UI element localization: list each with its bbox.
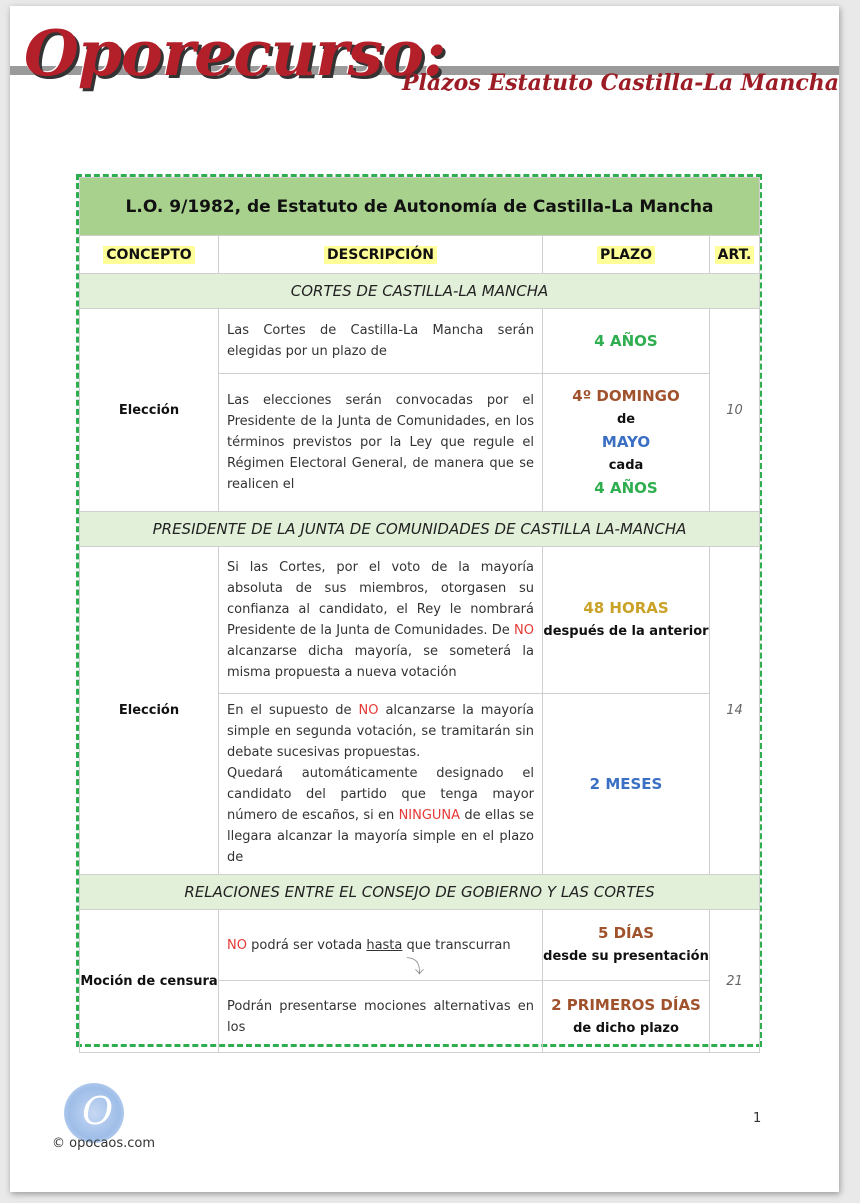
description-cell: Las elecciones serán convocadas por el Presidente de la Junta de Comunidades, en los términos previstos por la Ley que regule el Régimen Electoral General, de manera que se realicen el — [219, 374, 543, 512]
description-cell: Podrán presentarse mociones alternativas en los — [219, 981, 543, 1053]
plazo-cell — [543, 374, 710, 512]
document-subtitle: Plazos Estatuto Castilla-La Mancha — [402, 70, 839, 96]
plazo-value: MAYO — [601, 433, 651, 451]
copyright-text: © opocaos.com — [52, 1136, 156, 1151]
description-cell: NO podrá ser votada hasta que transcurran — [219, 910, 543, 981]
plazo-note: desde su presentación — [543, 949, 709, 964]
section-title: CORTES DE CASTILLA-LA MANCHA — [80, 274, 760, 309]
description-cell: Las Cortes de Castilla-La Mancha serán elegidas por un plazo de — [219, 309, 543, 374]
brand-title: Oporecurso: — [24, 16, 446, 90]
article-cell: 14 — [710, 547, 760, 875]
hasta-underline: hasta — [366, 937, 403, 953]
header-concepto: CONCEPTO — [103, 246, 194, 264]
plazo-value: 5 DÍAS — [597, 924, 655, 942]
plazo-cell — [543, 694, 710, 875]
section-title: PRESIDENTE DE LA JUNTA DE COMUNIDADES DE CASTILLA LA-MANCHA — [80, 512, 760, 547]
header-plazo: PLAZO — [597, 246, 655, 264]
plazo-value: 4 AÑOS — [594, 479, 658, 497]
plazo-cell — [543, 910, 710, 981]
plazo-cell — [543, 309, 710, 374]
concept-cell: Elección — [80, 547, 219, 875]
opocaos-logo — [64, 1083, 124, 1143]
plazo-value: 2 MESES — [589, 774, 663, 793]
article-cell: 10 — [710, 309, 760, 512]
page-number: 1 — [753, 1111, 762, 1126]
plazo-cell — [543, 547, 710, 694]
curved-arrow-icon: ⤵ — [406, 957, 424, 978]
plazo-note: después de la anterior — [543, 624, 709, 639]
section-row-cortes — [80, 274, 760, 309]
table-row — [80, 547, 760, 694]
statute-table — [79, 177, 760, 1053]
section-row-presidente — [80, 512, 760, 547]
plazo-value: 48 HORAS — [583, 599, 669, 617]
table-title: L.O. 9/1982, de Estatuto de Autonomía de Castilla-La Mancha — [80, 178, 760, 236]
no-highlight: NO — [514, 623, 534, 638]
concept-cell: Elección — [80, 309, 219, 512]
no-highlight: NO — [358, 703, 379, 718]
description-cell: Si las Cortes, por el voto de la mayoría absoluta de sus miembros, otorgasen su confianza al candidato, el Rey le nombrará Presidente de la Junta de Comunidades. De NO alcanzarse dicha mayoría, se someterá la misma propuesta a nueva votación — [219, 547, 543, 694]
header-descripcion: DESCRIPCIÓN — [324, 246, 437, 264]
no-highlight: NO — [227, 937, 247, 953]
section-row-relaciones — [80, 875, 760, 910]
description-cell: En el supuesto de NO alcanzarse la mayoría simple en segunda votación, se tramitarán sin debate sucesivas propuestas. Quedará automáticamente designado el candidato del partido que tenga mayor número de escaños, si en NINGUNA de ellas se llegara alcanzar la mayoría simple en el plazo de — [219, 694, 543, 875]
ninguna-highlight: NINGUNA — [398, 808, 461, 823]
table-title-row — [80, 178, 760, 236]
plazo-cell — [543, 981, 710, 1053]
concept-cell: Moción de censura — [80, 910, 219, 1053]
plazo-value: 4 AÑOS — [594, 331, 658, 350]
plazo-note: de dicho plazo — [573, 1020, 679, 1036]
plazo-connector: de — [616, 412, 636, 427]
plazo-value: 4º DOMINGO — [572, 387, 680, 405]
article-cell: 21 — [710, 910, 760, 1053]
header-art: ART. — [715, 246, 755, 264]
table-header-row — [80, 236, 760, 274]
logo-letter: O — [82, 1089, 114, 1133]
plazo-connector: cada — [608, 458, 644, 473]
table-row — [80, 309, 760, 374]
section-title: RELACIONES ENTRE EL CONSEJO DE GOBIERNO Y LAS CORTES — [80, 875, 760, 910]
statute-table-frame — [76, 174, 762, 1047]
plazo-value: 2 PRIMEROS DÍAS — [551, 995, 701, 1014]
